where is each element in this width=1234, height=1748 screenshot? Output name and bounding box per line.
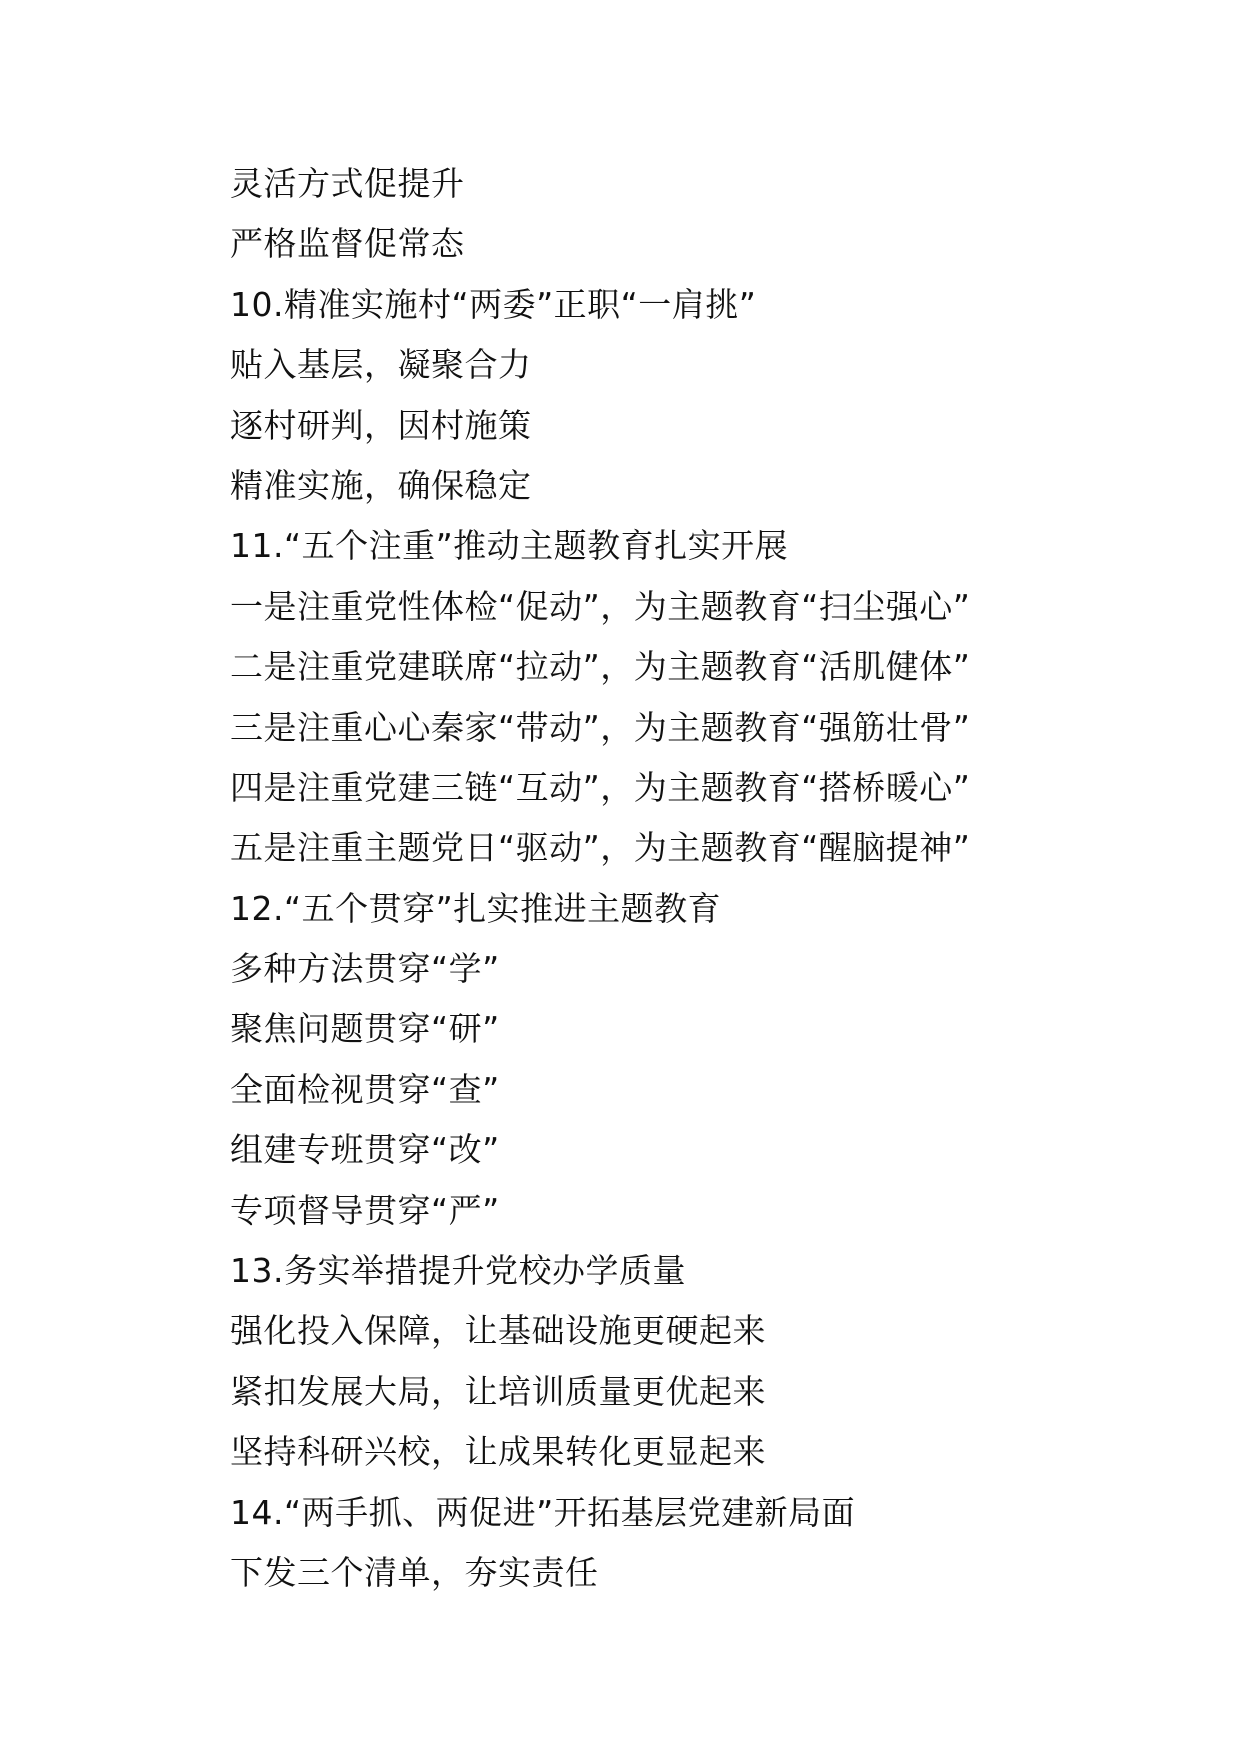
text-line: 五是注重主题党日“驱动”，为主题教育“醒脑提神” bbox=[230, 828, 971, 868]
text-line: 一是注重党性体检“促动”，为主题教育“扫尘强心” bbox=[230, 586, 971, 626]
section-heading: 12.“五个贯穿”扎实推进主题教育 bbox=[230, 888, 722, 928]
text-line: 强化投入保障，让基础设施更硬起来 bbox=[230, 1311, 766, 1351]
text-line: 坚持科研兴校，让成果转化更显起来 bbox=[230, 1432, 766, 1472]
text-line: 专项督导贯穿“严” bbox=[230, 1190, 500, 1230]
section-heading: 14.“两手抓、两促进”开拓基层党建新局面 bbox=[230, 1492, 856, 1532]
text-line: 三是注重心心秦家“带动”，为主题教育“强筋壮骨” bbox=[230, 707, 971, 747]
text-line: 精准实施，确保稳定 bbox=[230, 465, 532, 505]
text-line: 多种方法贯穿“学” bbox=[230, 949, 500, 989]
text-line: 逐村研判，因村施策 bbox=[230, 405, 532, 445]
text-line: 二是注重党建联席“拉动”，为主题教育“活肌健体” bbox=[230, 647, 971, 687]
text-line: 紧扣发展大局，让培训质量更优起来 bbox=[230, 1371, 766, 1411]
text-line: 全面检视贯穿“查” bbox=[230, 1069, 500, 1109]
text-line: 四是注重党建三链“互动”，为主题教育“搭桥暖心” bbox=[230, 767, 971, 807]
text-line: 聚焦问题贯穿“研” bbox=[230, 1009, 500, 1049]
text-line: 下发三个清单，夯实责任 bbox=[230, 1552, 599, 1592]
text-line: 灵活方式促提升 bbox=[230, 164, 465, 203]
section-heading: 11.“五个注重”推动主题教育扎实开展 bbox=[230, 526, 789, 566]
text-line: 组建专班贯穿“改” bbox=[230, 1130, 500, 1170]
text-line: 严格监督促常态 bbox=[230, 224, 465, 264]
text-line: 贴入基层，凝聚合力 bbox=[230, 345, 532, 385]
section-heading: 10.精准实施村“两委”正职“一肩挑” bbox=[230, 284, 757, 324]
text-lines bbox=[230, 154, 1190, 1603]
section-heading: 13.务实举措提升党校办学质量 bbox=[230, 1251, 686, 1291]
